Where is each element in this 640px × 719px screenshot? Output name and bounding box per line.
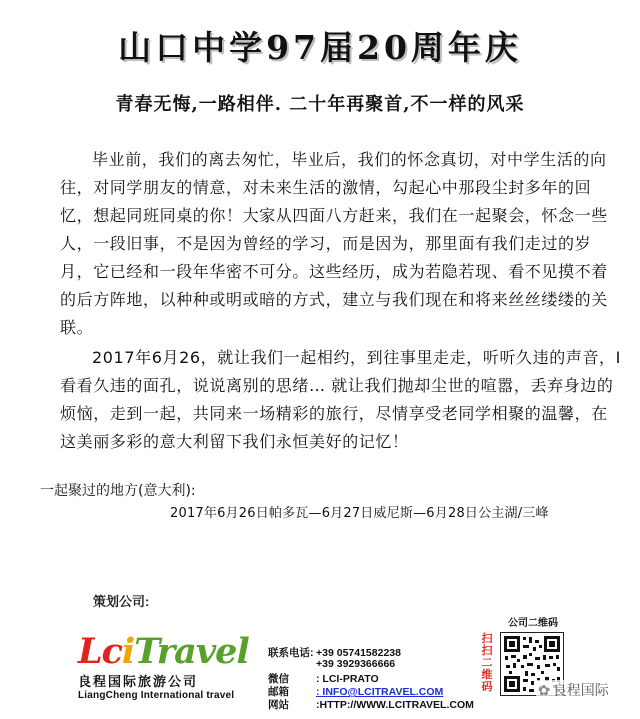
invitation-paragraph: 2017年6月26，就让我们一起相约，到往事里走走，听听久违的声音，I看看久违的面孔，说说离别的思绪… 就让我们抛却尘世的喧嚣，丢弃身边的烦恼，走到一起，共同来一场精彩的旅行，尽情享受老同学相聚的温馨，在这美丽多彩的意大利留下我们永恒美好的记忆！ (60, 348, 621, 451)
contact-info (268, 645, 474, 710)
poster-subtitle: 青春无悔,一路相伴. 二十年再聚首,不一样的风采 (115, 94, 525, 115)
wechat-watermark: ✿ 良程国际 (536, 680, 611, 700)
logo-english-name: LiangCheng International travel (78, 690, 235, 701)
contact-row-phone: 联系电话: +39 05741582238 (268, 647, 401, 659)
company-logo (78, 633, 258, 701)
contact-row-phone-2: +39 3929366666 (316, 658, 396, 670)
poster-title: 山口中学97届20周年庆 (118, 28, 522, 67)
planner-label: 策划公司: (93, 594, 150, 609)
intro-paragraph: 毕业前，我们的离去匆忙，毕业后，我们的怀念真切，对中学生活的向往，对同学朋友的情意，对未来生活的激情，勾起心中那段尘封多年的回忆，想起同班同桌的你！大家从四面八方赶来，我们在一起聚会，怀念一些人，一段旧事，不是因为曾经的学习，而是因为，那里面有我们走过的岁月，它已经和一段年华密不可分。这些经历，成为若隐若现、看不见摸不着的后方阵地，以种种或明或暗的方式，建立与我们现在和将来丝丝缕缕的关联。 (60, 150, 608, 337)
wechat-icon: ✿ (538, 683, 550, 699)
email-link[interactable]: : INFO@LCITRAVEL.COM (316, 686, 444, 698)
contact-row-wechat: 微信 : LCI-PRATO (268, 673, 379, 685)
qr-side-text: 扫扫二维码 (481, 632, 493, 693)
contact-row-website: 网站 :HTTP://WWW.LCITRAVEL.COM (268, 699, 474, 711)
qr-label: 公司二维码 (508, 618, 558, 629)
contact-row-email: 邮箱 : INFO@LCITRAVEL.COM (268, 686, 444, 698)
venue-route: 2017年6月26日帕多瓦—6月27日威尼斯—6月28日公主湖/三峰 (170, 506, 549, 521)
website-link[interactable]: :HTTP://WWW.LCITRAVEL.COM (316, 699, 474, 711)
logo-chinese-name: 良程国际旅游公司 (78, 675, 199, 690)
venue-label: 一起聚过的地方(意大利): (40, 483, 196, 499)
logo-wordmark: LciTravel (78, 631, 249, 672)
